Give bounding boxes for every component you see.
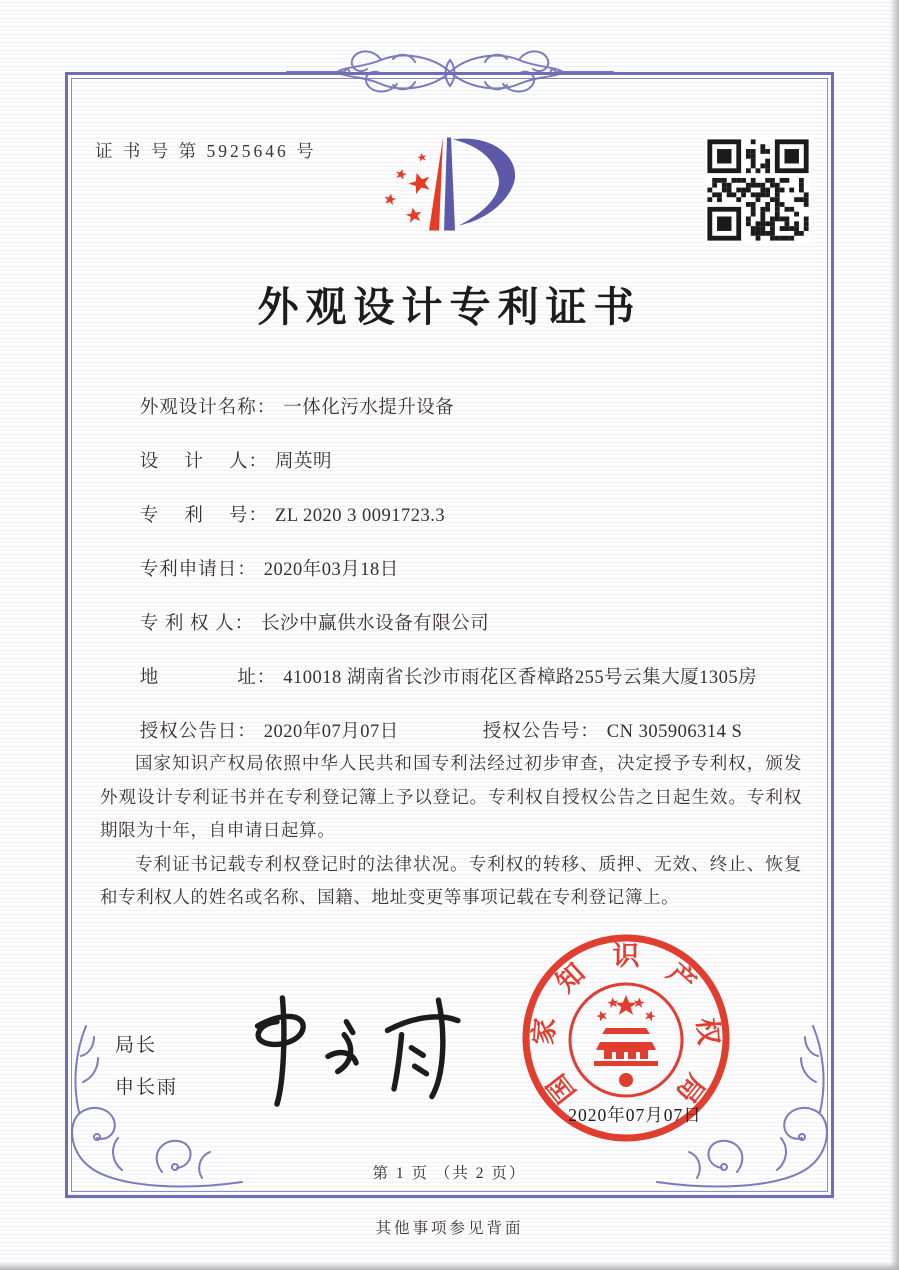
logo-p-shape: [444, 138, 515, 231]
logo-stars: [383, 138, 443, 231]
certificate-fields: [112, 372, 808, 750]
svg-text:识: 识: [612, 941, 640, 971]
certificate-title: 外观设计专利证书: [257, 284, 642, 330]
cnipa-logo-icon: [370, 126, 555, 264]
national-emblem-icon: [570, 984, 682, 1096]
field-value: 2020年03月18日: [263, 560, 399, 580]
field-label: 地 址：: [139, 668, 277, 688]
field-patent-number: [112, 480, 808, 526]
commissioner-signature-icon: [225, 988, 485, 1114]
scan-edge-shadow-right: [890, 0, 899, 1270]
field-label: 专 利 权 人：: [139, 614, 255, 634]
grant-number-value: CN 305906314 S: [606, 722, 743, 742]
field-designer: [112, 426, 808, 472]
seal-date: 2020年07月07日: [568, 1105, 702, 1125]
grant-number-label: 授权公告号：: [482, 722, 600, 742]
grant-date-value: 2020年07月07日: [263, 722, 399, 742]
field-value: ZL 2020 3 0091723.3: [275, 506, 446, 526]
page-number: 第 1 页 （共 2 页）: [372, 1165, 527, 1182]
field-filing-date: [112, 534, 808, 580]
field-value: 一体化污水提升设备: [283, 398, 455, 418]
commissioner-title: 局长: [115, 1035, 158, 1056]
back-side-note: 其他事项参见背面: [375, 1220, 524, 1237]
field-label: 专 利 号：: [139, 506, 269, 526]
field-label: 专利申请日：: [139, 560, 257, 580]
legal-paragraph-1: 国家知识产权局依照中华人民共和国专利法经过初步审查，决定授予专利权，颁发外观设计专利证书并在专利登记簿上予以登记。专利权自授权公告之日起生效。专利权期限为十年，自申请日起算。: [100, 753, 802, 840]
field-label: 外观设计名称：: [139, 398, 277, 418]
svg-text:局: 局: [670, 1068, 711, 1109]
commissioner-name: 申长雨: [115, 1077, 179, 1098]
grant-date-label: 授权公告日：: [139, 722, 257, 742]
svg-text:产: 产: [661, 957, 702, 998]
legal-text: [100, 747, 802, 915]
field-value: 长沙中赢供水设备有限公司: [261, 614, 490, 634]
svg-text:权: 权: [691, 1016, 724, 1047]
qr-code-icon: [703, 137, 813, 243]
svg-text:家: 家: [528, 1016, 561, 1047]
svg-text:国: 国: [541, 1068, 582, 1109]
field-value: 周英明: [275, 452, 333, 472]
field-value: 410018 湖南省长沙市雨花区香樟路255号云集大厦1305房: [283, 668, 758, 688]
field-address: [112, 642, 808, 688]
field-patentee: [112, 588, 808, 634]
legal-paragraph-2: 专利证书记载专利权登记时的法律状况。专利权的转移、质押、无效、终止、恢复和专利权人的姓名或名称、国籍、地址变更等事项记载在专利登记簿上。: [100, 853, 802, 907]
certificate-number: 证 书 号 第 5925646 号: [95, 141, 317, 161]
logo-red-wedge: [429, 138, 443, 231]
field-label: 设 计 人：: [139, 452, 269, 472]
field-grant-row: [112, 696, 808, 742]
scan-edge-shadow-bottom: [0, 1262, 899, 1270]
svg-text:知: 知: [550, 957, 591, 998]
field-design-name: [112, 372, 808, 418]
